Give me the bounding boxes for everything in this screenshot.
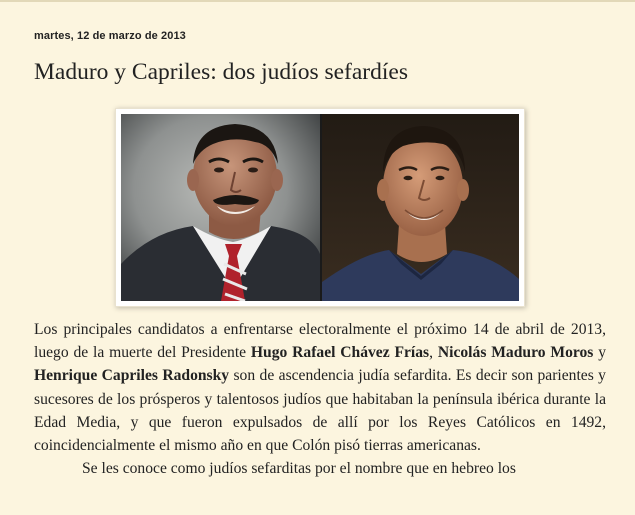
name-maduro: Nicolás Maduro Moros [437,344,594,362]
post-body [34,318,606,480]
post-image[interactable] [115,108,525,307]
portraits-illustration [121,114,519,301]
name-capriles: Henrique Capriles Radonsky [34,367,230,385]
body-paragraph-1 [34,318,606,457]
post-image-content [121,114,519,301]
name-chavez: Hugo Rafael Chávez Frías [250,344,430,362]
post-title[interactable]: Maduro y Capriles: dos judíos sefardíes [34,59,408,85]
capriles-portrait [322,114,519,301]
body-paragraph-2: Se les conoce como judíos sefarditas por el nombre que en hebreo los [82,460,516,478]
post-date: martes, 12 de marzo de 2013 [34,30,186,42]
maduro-portrait [121,114,320,301]
top-divider [0,0,635,2]
paragraph-text: Los principales candidatos a enfrentarse electoralmente el próximo 14 de abril de 2013, luego de la muerte del Presidente [34,321,606,362]
paragraph-text: , [429,344,438,362]
paragraph-text: y [593,344,607,362]
paragraph-text: son de ascendencia judía sefardita. Es decir son parientes y sucesores de los prósperos y talentosos judíos que habitaban la península ibérica durante la Edad Media, y que fueron expulsados de allí por los Reyes Católicos en 1492, coincidencialmente el mismo año en que Colón pisó tierras americanas. [34,367,606,455]
